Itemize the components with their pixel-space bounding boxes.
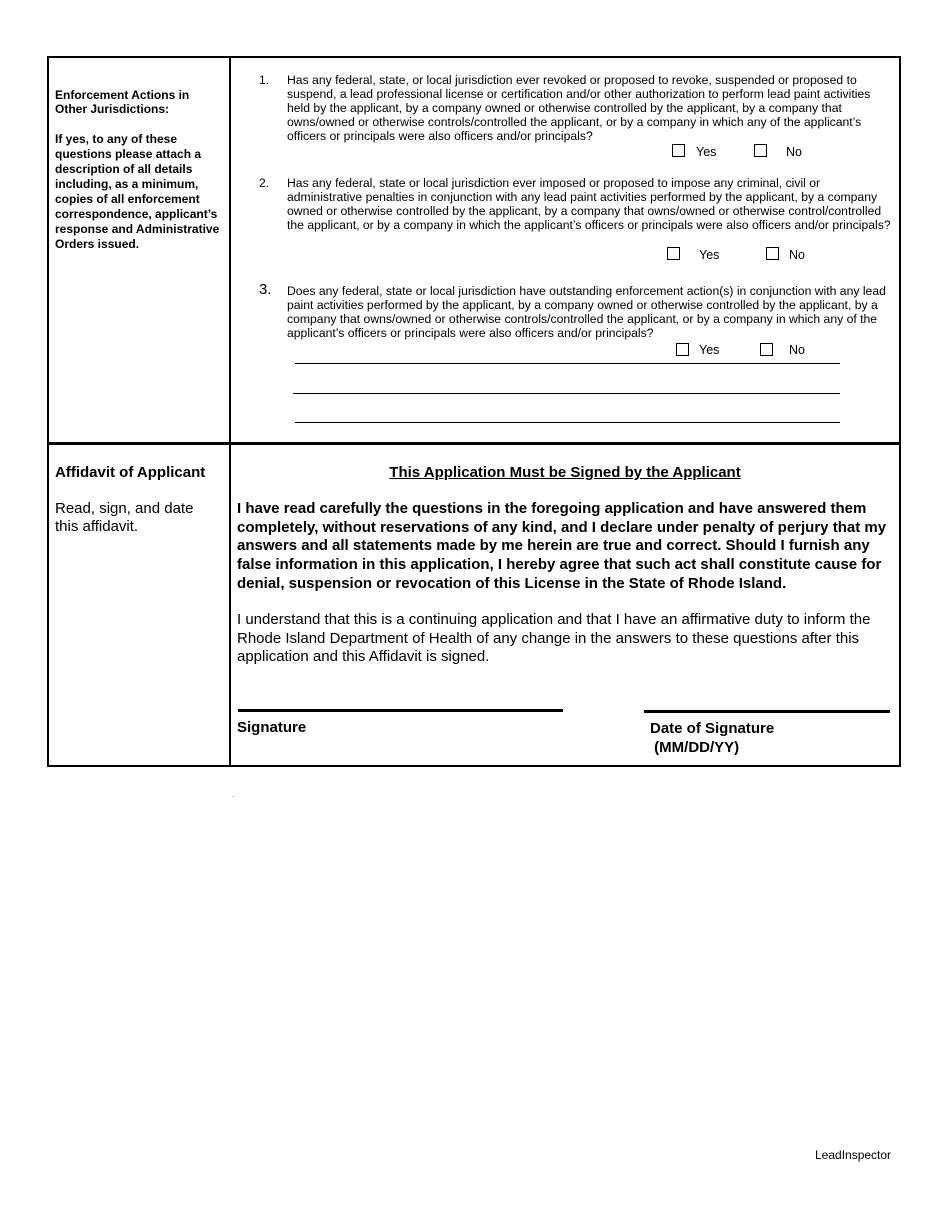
question-2-yes-checkbox[interactable]: [667, 247, 680, 260]
question-text: Does any federal, state or local jurisdiction have outstanding enforcement action(s) in conjunction with any lead paint activities performed by the applicant, by a company owned or otherwise controlled by the applicant, by a company that owns/owned or otherwise controls/controlled the applicant, or by a company in which any of the applicant’s officers or principals were also officers and/or principals?: [287, 284, 886, 340]
question-1-no-checkbox[interactable]: [754, 144, 767, 157]
question-3-no-checkbox[interactable]: [760, 343, 773, 356]
question-2-yes-label: Yes: [699, 248, 720, 262]
footer-form-id: LeadInspector: [815, 1148, 892, 1162]
explanation-line-3[interactable]: [295, 422, 840, 423]
question-number: 3.: [259, 281, 272, 298]
enforcement-instructions: If yes, to any of these questions please attach a description of all details including, as a minimum, copies of all enforcement correspondence, applicant’s response and Administrative Orders issued.: [55, 132, 220, 251]
question-number: 1.: [259, 73, 270, 87]
question-3-no-label: No: [789, 343, 805, 357]
explanation-line-2[interactable]: [293, 393, 840, 394]
affidavit-instructions: Read, sign, and date this affidavit.: [55, 500, 194, 535]
affidavit-row: [49, 445, 899, 765]
affidavit-content-cell: [231, 445, 899, 765]
question-text: Has any federal, state or local jurisdiction ever imposed or proposed to impose any criminal, civil or administrative penalties in conjunction with any lead paint activities performed by the applicant, by a company owned or otherwise controlled by the applicant, by a company that owns/owned or otherwise control/controlled the applicant, or by a company in which the applicant’s officers or principals were also officers and/or principals?: [287, 176, 891, 232]
explanation-line-1[interactable]: [295, 363, 840, 364]
question-2-no-checkbox[interactable]: [766, 247, 779, 260]
date-of-signature-label: [650, 719, 774, 757]
continuing-duty-statement: I understand that this is a continuing application and that I have an affirmative duty to inform the Rhode Island Department of Health of any change in the answers to these questions after this application and this Affidavit is signed.: [237, 611, 871, 665]
signature-line[interactable]: [238, 709, 563, 712]
question-number: 2.: [259, 176, 270, 190]
question-2-no-label: No: [789, 248, 805, 262]
question-text: Has any federal, state, or local jurisdiction ever revoked or proposed to revoke, suspended or proposed to suspend, a lead professional license or certification and/or other authorization to perform lead paint activities held by the applicant, by a company owned or otherwise controlled by the applicant, by a company that owns/owned or otherwise controls/controlled the applicant, or by a company in which any of the applicant’s officers or principals were also officers and/or principals?: [287, 73, 871, 143]
date-format-hint: (MM/DD/YY): [650, 739, 740, 756]
question-1-yes-label: Yes: [696, 145, 717, 159]
question-1-yes-checkbox[interactable]: [672, 144, 685, 157]
affidavit-label-cell: [49, 445, 231, 765]
enforcement-label-cell: [49, 58, 231, 442]
must-sign-heading: This Application Must be Signed by the Applicant: [389, 464, 741, 481]
enforcement-questions-cell: [231, 58, 899, 442]
stray-mark: .: [232, 790, 235, 799]
question-1-no-label: No: [786, 145, 802, 159]
affidavit-title: Affidavit of Applicant: [55, 464, 206, 481]
question-3-yes-checkbox[interactable]: [676, 343, 689, 356]
date-label-line-1: Date of Signature: [650, 720, 775, 737]
perjury-declaration: I have read carefully the questions in the foregoing application and have answered them completely, without reservations of any kind, and I declare under penalty of perjury that my answers and all statements made by me herein are true and correct. Should I furnish any false information in this application, I hereby agree that such act shall constitute cause for denial, suspension or revocation of this License in the State of Rhode Island.: [237, 500, 887, 592]
enforcement-title: Enforcement Actions in Other Jurisdictions:: [55, 88, 190, 116]
signature-label: Signature: [237, 719, 307, 736]
date-of-signature-line[interactable]: [644, 710, 890, 713]
application-form-table: [47, 56, 901, 767]
enforcement-row: [49, 58, 899, 445]
question-3-yes-label: Yes: [699, 343, 720, 357]
